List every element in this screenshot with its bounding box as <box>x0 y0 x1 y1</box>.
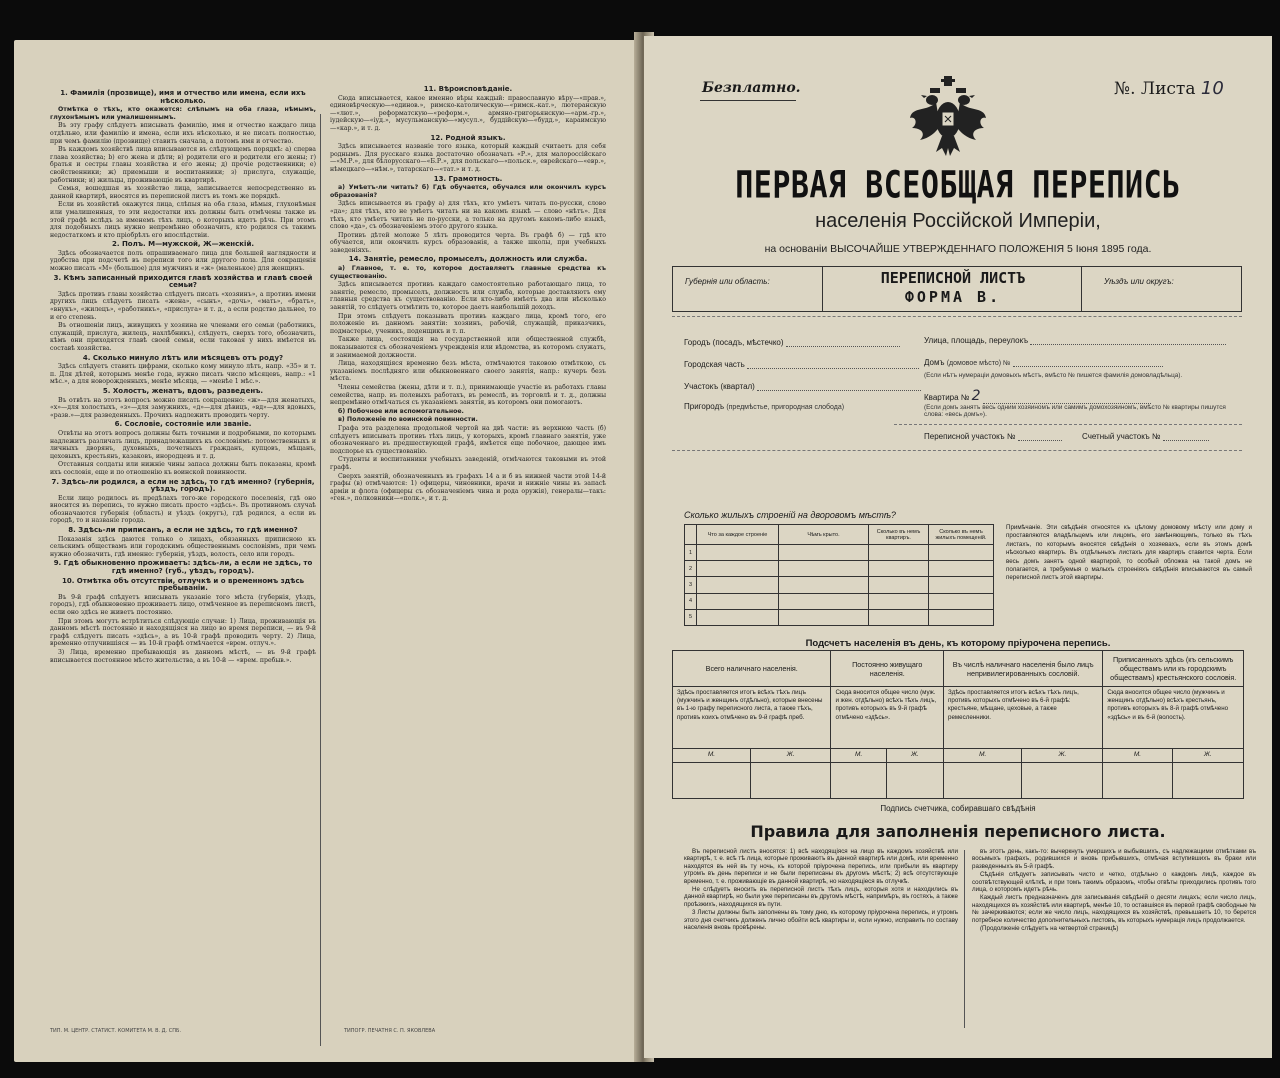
prigorod-note: (предмѣстье, пригородная слобода) <box>726 404 845 411</box>
section-heading: 14. Занятіе, ремесло, промыселъ, должность или служба. <box>348 255 588 264</box>
form-title-cell <box>823 269 1083 307</box>
row-number: 3 <box>685 577 697 593</box>
section-heading: 4. Сколько минуло лѣтъ или мѣсяцевъ отъ роду? <box>82 353 284 362</box>
section-heading: 8. Здѣсь-ли приписанъ, а если не здѣсь, то гдѣ именно? <box>68 526 298 535</box>
field-separator <box>672 450 1242 451</box>
num-header <box>685 525 697 545</box>
rules-paragraph: Каждый листъ предназначенъ для записыванія свѣдѣній о десяти лицахъ; если число лицъ, находящихся въ хозяйствѣ или квартирѣ, менѣе 10, то оставшіяся въ первой графѣ свободные №№ зачеркиваются; если же число лицъ, находящихся въ хозяйствѣ, превышаетъ 10, то берется потребное количество дополнительныхъ листовъ, въ которыхъ нумерація лицъ продолжается. <box>972 894 1256 924</box>
dom-explanation: (Если нѣтъ нумераціи домовыхъ мѣстъ, вмѣсто № пишется фамилія домовладѣльца). <box>924 372 1183 379</box>
building-cell <box>929 577 994 593</box>
building-cell <box>697 609 779 625</box>
male-label: М. <box>944 749 1022 763</box>
building-cell <box>869 609 929 625</box>
rules-paragraph: (Продолженіе слѣдуетъ на четвертой страницѣ) <box>980 925 1119 933</box>
building-cell <box>869 593 929 609</box>
uezd-cell: Уѣздъ или округъ: <box>1081 267 1241 311</box>
perepisnoy-label: Переписной участокъ № <box>924 432 1016 441</box>
paragraph: При этомъ слѣдуетъ показывать противъ каждаго лица, кромѣ того, его положеніе въ данномъ занятіи: хозяинъ, рабочій, служащій, приказчикъ, подмастерье, ученикъ, поденщикъ и т. п. <box>330 312 606 335</box>
kvartira-handwritten: 2 <box>971 388 981 404</box>
paragraph: Отмѣтка о тѣхъ, кто окажется: слѣпымъ на оба глаза, нѣмымъ, глухонѣмымъ или умалишеннымъ. <box>50 106 316 121</box>
uchastok-label: Участокъ (квартал) <box>684 382 755 391</box>
sheet-number-handwritten: 10 <box>1200 78 1224 99</box>
paragraph: Лица, находящіяся временно безъ мѣста, отмѣчаются таковою отмѣткою, съ указаніемъ послѣдняго или обыкновеннаго своего занятія, напр.: кучеръ безъ мѣста. <box>330 360 606 383</box>
paragraph: Также лица, состоящія на государственной или общественной службѣ, показываются съ обозначеніемъ учрежденія или вѣдомства, въ которомъ служатъ, и занимаемой должности. <box>330 336 606 359</box>
apartments-header: Сколько въ немъ квартиръ. <box>869 525 929 545</box>
building-cell <box>869 545 929 561</box>
sheet-number <box>1114 78 1224 99</box>
header-box <box>672 266 1242 312</box>
paragraph: Семья, вошедшая въ хозяйство лица, записывается непосредственно въ данной квартирѣ, вносятся въ переписной листъ въ томъ же порядкѣ. <box>50 185 316 200</box>
free-label: Безплатно. <box>702 80 801 96</box>
paragraph: Противъ дѣтей моложе 5 лѣтъ проводится черта. Въ графѣ б) — гдѣ кто обучается, или окончилъ курсъ образованія, а также школы, при учебныхъ заведеніяхъ. <box>330 231 606 254</box>
building-cell <box>929 609 994 625</box>
kvartira-label: Квартира № <box>924 393 970 402</box>
row-number: 5 <box>685 609 697 625</box>
building-cell <box>929 593 994 609</box>
row-number: 2 <box>685 561 697 577</box>
paragraph: Графа эта разделена продольной чертой на двѣ части: въ верхнюю часть (б) слѣдуетъ вписывать противъ тѣхъ лицъ, у которыхъ, кромѣ главнаго занятія, уже обозначеннаго въ предшествующей графѣ, имѣется еще побочное, дающее имъ подспорье къ существованію. <box>330 424 606 455</box>
table-row <box>685 545 994 561</box>
paragraph: Въ отношеніи лицъ, живущихъ у хозяина не членами его семьи (работникъ, служащій, прислуга, жилецъ, нахлѣбникъ), слѣдуетъ, сверхъ того, обозначить, кѣмъ они приходятся главѣ своей семьи, если таковая у нихъ имѣется въ составѣ хозяйства. <box>50 322 316 352</box>
buildings-table <box>684 524 994 626</box>
paragraph: Здѣсь вписывается въ графу а) для тѣхъ, кто умѣетъ читать по-русски, слово «да»; для тѣхъ, кто не умѣетъ читать ни на какомъ языкѣ — слово «нѣтъ». Для тѣхъ, кто умѣетъ читать не по-русски, а только на другомъ какомъ-либо языкѣ, слово «да», съ обозначеніемъ этого другого языка. <box>330 200 606 231</box>
dom-label: Домъ <box>924 358 945 367</box>
rules-paragraph: Не слѣдуетъ вносить въ переписной листъ тѣхъ лицъ, которыя хотя и находились въ данной квартирѣ, но были уже переписаны въ другомъ мѣстѣ, напримѣръ, въ гостяхъ, а также проѣзжихъ, находящихся въ пути. <box>684 886 958 908</box>
paragraph: в) Положеніе по воинской повинности. <box>338 416 478 424</box>
field-separator <box>672 316 1242 317</box>
pop-header-nonprivileged: Въ числѣ наличнаго населенія было лицъ непривилегированныхъ сословій. <box>944 651 1103 687</box>
paragraph: б) Побочное или вспомогательное. <box>338 407 464 415</box>
left-page <box>14 40 640 1062</box>
printer-imprint-right: ТИПОГР. ПЕЧАТНЯ С. П. ЯКОВЛЕВА <box>344 1028 436 1034</box>
pop-header-permanent: Постоянно живущаго населенія. <box>831 651 944 687</box>
paragraph: Въ эту графу слѣдуетъ вписывать фамилію, имя и отчество каждаго лица отдѣльно, или фамилію и имена, если ихъ нѣсколько, и не писать полностью, при чемъ фамилію (прозвище) ставить сначала, а потомъ имя и отчество. <box>50 122 316 145</box>
rules-paragraph: въ этотъ день, какъ-то: вычеркнуть умершихъ и выбывшихъ, съ надлежащими отмѣтками въ восьмыхъ графахъ, родившихся и вновь прибывшихъ, отмѣчая вступившихъ въ браки или разведенныхъ въ 5-й графѣ. <box>972 848 1256 870</box>
paragraph: Члены семейства (жены, дѣти и т. п.), принимающіе участіе въ работахъ главы семейства, напр. въ полевыхъ работахъ, въ ремеслѣ, въ торговлѣ и т. д., должны непремѣнно отмѣчаться съ указаніемъ занятія, въ которомъ они помогаютъ. <box>330 383 606 407</box>
building-cell <box>697 593 779 609</box>
rules-paragraph: 3 Листы должны быть заполнены въ тому дню, къ которому пріурочена перепись, и утромъ этого дня счетчикъ долженъ лично обойти всѣ квартиры и, если нужно, исправить по составу населенія вновь провѣрены. <box>684 909 958 932</box>
female-label: Ж. <box>1172 749 1244 763</box>
schetny-label: Счетный участокъ № <box>1082 432 1161 441</box>
paragraph: Здѣсь противъ главы хозяйства слѣдуетъ писать «хозяинъ», а противъ имени другихъ лицъ слѣдуетъ писать «жена», «сынъ», «дочь», «мать», «братъ», «внукъ», «жилецъ», «работникъ», «прислуга» и т. д., а если родство дальнее, то и его степень. <box>50 290 316 321</box>
pop-desc-nonprivileged: Здѣсь проставляется итогъ всѣхъ тѣхъ лицъ, противъ которыхъ отмѣчено въ 6-й графѣ: крестьяне, мѣщане, цеховые, а также ремесленники. <box>944 687 1103 749</box>
paragraph: Въ каждомъ хозяйствѣ лица вписываются въ слѣдующемъ порядкѣ: а) сперва глава хозяйства; b) его жена и дѣти; в) родители его и родители его жены; г) братья и сестры главы хозяйства и его жены; д) прочіе родственники; е) свойственники; ж) приемыши и воспитанники; з) прислуга, служащіе, работники; и) жильцы, проживающіе въ квартирѣ. <box>50 146 316 184</box>
kvartira-field <box>924 388 1151 404</box>
paragraph: Отвѣты на этотъ вопросъ должны быть точными и подробными, по которымъ надлежитъ различать лицъ, принадлежащихъ къ сословіямъ: потомственныхъ и личныхъ дворянъ, духовныхъ, почетныхъ гражданъ, купцовъ, мѣщанъ, цеховыхъ, крестьянъ, казаковъ, инородцевъ и т. д. <box>50 429 316 460</box>
table-row <box>685 609 994 625</box>
dom-field <box>924 358 1163 367</box>
rules-divider <box>964 850 965 1028</box>
gorod-label: Городъ (посадъ, мѣстечко) <box>684 338 784 347</box>
row-number: 1 <box>685 545 697 561</box>
ulica-label: Улица, площадь, переулокъ <box>924 336 1029 345</box>
instructions-column-2 <box>330 84 606 504</box>
pop-value-cell <box>1103 763 1172 799</box>
section-heading: 5. Холостъ, женатъ, вдовъ, разведенъ. <box>102 386 264 395</box>
rules-paragraph: Сѣдѣнія слѣдуетъ записывать чисто и четко, отдѣльно о каждомъ лицѣ, каждое въ соотвѣтствующей клѣткѣ, и при томъ такимъ образомъ, чтобы отвѣты приходились противъ того лица, о которомъ идетъ рѣчь. <box>972 871 1256 894</box>
chast-label: Городская часть <box>684 360 745 369</box>
roof-header: Чѣмъ крыто. <box>779 525 869 545</box>
building-cell <box>779 609 869 625</box>
table-row <box>685 561 994 577</box>
pop-value-cell <box>1172 763 1244 799</box>
section-heading: 2. Полъ. М—мужской, Ж—женскій. <box>111 240 255 249</box>
building-cell <box>779 577 869 593</box>
building-cell <box>779 561 869 577</box>
legal-basis: на основаніи ВЫСОЧАЙШЕ УТВЕРЖДЕННАГО ПОЛОЖЕНІЯ 5 Іюня 1895 года. <box>764 243 1152 255</box>
female-label: Ж. <box>1022 749 1103 763</box>
pop-value-cell <box>673 763 751 799</box>
table-row <box>685 577 994 593</box>
paragraph: Въ 9-й графѣ слѣдуетъ вписывать указаніе того мѣста (губернія, уѣздъ, городъ), гдѣ обыкновенно проживаетъ лицо, отмѣченное въ переписномъ листѣ, если оно здѣсь не живетъ постоянно. <box>50 593 316 616</box>
page-subtitle: населенія Россійской Имперіи, <box>815 210 1101 232</box>
paragraph: а) Главное, т. е. то, которое доставляетъ главные средства къ существованію. <box>330 265 606 280</box>
section-heading: 7. Здѣсь-ли родился, а если не здѣсь, то гдѣ именно? (губернія, уѣздъ, городъ). <box>51 477 315 494</box>
section-heading: 12. Родной языкъ. <box>430 133 506 142</box>
section-heading: 1. Фамилія (прозвище), имя и отчество или имена, если ихъ нѣсколько. <box>60 89 306 105</box>
paragraph: Отставныя солдаты или нижніе чины запаса должны быть показаны, кромѣ ихъ сословія, еще и по отношенію къ воинской повинности. <box>50 461 316 476</box>
building-cell <box>929 545 994 561</box>
right-page <box>644 36 1272 1058</box>
prigorod-field <box>684 402 844 411</box>
page-title: ПЕРВАЯ ВСЕОБЩАЯ ПЕРЕПИСЬ <box>735 163 1181 208</box>
paragraph: Если лицо родилось въ предѣлахъ того-же городского поселенія, гдѣ оно вносится въ перепись, то нужно писать просто «здѣсь». Въ противномъ случаѣ обозначаются губернія (область) и уѣздъ (округъ), гдѣ родился, а если въ городѣ, то и названіе города. <box>50 494 316 525</box>
building-cell <box>869 577 929 593</box>
building-cell <box>697 545 779 561</box>
buildings-question: Сколько жилыхъ строеній на дворовомъ мѣстѣ? <box>684 510 896 520</box>
paragraph: Здѣсь обозначается полъ опрашиваемаго лица для большей наглядности и удобства при подсчетѣ въ переписи того или другого пола. Для сокращенія можно писать «М» (большое) для мужчинъ и «ж» (маленькое) для женщинъ. <box>50 249 316 273</box>
free-underline <box>700 100 796 101</box>
female-label: Ж. <box>750 749 831 763</box>
building-cell <box>697 561 779 577</box>
building-type-header: Что за каждое строеніе <box>697 525 779 545</box>
paragraph: Если въ хозяйствѣ окажутся лица, слѣпыя на оба глаза, нѣмыя, глухонѣмыя или умалишенныя, то эти недостатки ихъ должны быть отмѣчены также въ этой графѣ вслѣдъ за именемъ тѣхъ лицъ, о которыхъ идетъ рѣчь. При этомъ для подобныхъ лицъ нужно непремѣнно обозначить, кто родился съ такимъ недостаткомъ и кто пріобрѣлъ его впослѣдствіи. <box>50 201 316 239</box>
pop-desc-permanent: Сюда вносится общее число (муж. и жен. отдѣльно) всѣхъ тѣхъ лицъ, противъ которыхъ въ 9-й графѣ отмѣчено «здѣсь». <box>831 687 944 749</box>
field-separator <box>894 424 1242 425</box>
rules-paragraph: Въ переписной листъ вносятся: 1) всѣ находящіяся на лицо въ каждомъ хозяйствѣ или квартирѣ, т. е. всѣ тѣ лица, которые проживаютъ въ данной квартирѣ или домѣ, или временно находятся въ ней въ ту ночь, къ которой пріурочена перепись, или прибыли въ квартиру утромъ въ день переписи и не были переписаны въ другомъ мѣстѣ; 2) всѣ отсутствующіе временно, т. е. проживающіе въ данной квартирѣ, но находящіеся въ отлучкѣ. <box>684 848 958 885</box>
pop-value-cell <box>750 763 831 799</box>
male-label: М. <box>1103 749 1172 763</box>
paragraph: Студенты и воспитанники учебныхъ заведеній, отмѣчаются таковыми въ этой графѣ. <box>330 456 606 471</box>
instructions-column-1 <box>50 88 316 665</box>
pop-value-cell <box>886 763 943 799</box>
sheet-number-label: №. Листа <box>1114 79 1196 99</box>
paragraph: Здѣсь вписывается противъ каждаго самостоятельно работающаго лица, то занятіе, ремесло, промыселъ, должность или служба, которые доставляютъ ему главныя средства къ существованію. Если кто-либо имѣетъ два или нѣсколько занятій, то слѣдуетъ отмѣтить то, которое даетъ наибольшій доходъ. <box>330 281 606 312</box>
ulica-field <box>924 336 1226 345</box>
paragraph: Въ отвѣтъ на этотъ вопросъ можно писать сокращенно: «ж»—для женатыхъ, «х»—для холостыхъ, «з»—для замужнихъ, «д»—для дѣвицъ, «вд»—для вдовыхъ, «разв.»—для разведенныхъ. Прочихъ надлежитъ проводить черту. <box>50 396 316 419</box>
pop-desc-peasants: Сюда вносится общее число (мужчинъ и женщинъ отдѣльно) всѣхъ крестьянъ, противъ которыхъ въ 8-й графѣ отмѣчено «здѣсь» и въ 6-й (волость). <box>1103 687 1244 749</box>
building-cell <box>697 577 779 593</box>
building-cell <box>779 593 869 609</box>
population-count-title: Подсчетъ населенія въ день, къ которому пріурочена перепись. <box>805 638 1111 649</box>
gorod-field <box>684 338 900 347</box>
pop-header-total: Всего наличнаго населенія. <box>673 651 831 687</box>
section-heading: 11. Вѣроисповѣданіе. <box>423 85 513 93</box>
prigorod-label: Пригородъ <box>684 402 725 411</box>
building-cell <box>779 545 869 561</box>
pop-value-cell <box>1022 763 1103 799</box>
pop-value-cell <box>831 763 886 799</box>
table-row <box>685 593 994 609</box>
paragraph: Здѣсь вписывается названіе того языка, который каждый считаетъ для себя роднымъ. Для русскаго языка достаточно обозначать «Р.», для малороссійскаго—«М.Р.», для бѣлорусскаго—«Б.Р.», для польскаго—«польск.», еврейскаго—«евр.», нѣмецкаго—«нѣм.», татарскаго—«тат.» и т. д. <box>330 143 606 173</box>
pop-desc-total: Здѣсь проставляется итогъ всѣхъ тѣхъ лицъ (мужчинъ и женщинъ отдѣльно), которые внесены въ 1-ю графу переписного листа, а также тѣхъ, противъ коихъ отмѣчено въ 9-й графѣ преб. <box>673 687 831 749</box>
rules-title: Правила для заполненія переписного листа. <box>750 822 1166 841</box>
double-headed-eagle-icon <box>908 72 988 160</box>
paragraph: Сверхъ занятій, обозначенныхъ въ графахъ 14 а и б въ нижней части этой 14-й графы (в) отмѣчаются: 1) офицеры, чиновники, врачи и нижніе чины въ запасѣ арміи и флота (офицеры съ обозначеніемъ чина и рода оружія), генералы—такъ: «ген.», полковники—«полк.», и т. д. <box>330 472 606 503</box>
section-heading: 3. Кѣмъ записанный приходится главѣ хозяйства и главѣ своей семьи? <box>53 273 313 290</box>
pop-header-peasants: Приписанныхъ здѣсь (къ сельскимъ обществамъ или къ городскимъ обществамъ) крестьянского сословія. <box>1103 651 1244 687</box>
pop-value-cell <box>944 763 1022 799</box>
chast-field <box>684 360 919 369</box>
gubernia-cell: Губернія или область: <box>673 267 823 311</box>
male-label: М. <box>673 749 751 763</box>
paragraph: Показанія здѣсь даются только о лицахъ, обязанныхъ приписною къ сельскимъ обществамъ или городскимъ общественнымъ сословіямъ, при чемъ нужно обозначить, гдѣ именно: губернія, уѣздъ, волость, село или городъ. <box>50 535 316 558</box>
schetny-field <box>1082 432 1209 441</box>
sheet-name: ПЕРЕПИСНОЙ ЛИСТЪ <box>880 269 1026 287</box>
section-heading: 10. Отмѣтка объ отсутствіи, отлучкѣ и о временномъ здѣсь пребываніи. <box>61 576 305 593</box>
rules-column-1 <box>684 848 958 932</box>
kvartira-explanation: (Если домъ занятъ весь одним хозяиномъ или самимъ домохозяиномъ, вмѣсто № квартиры пишутся слова: «весь домъ»). <box>924 404 1226 418</box>
row-number: 4 <box>685 593 697 609</box>
paragraph: а) Умѣетъ-ли читать? б) Гдѣ обучается, обучался или окончилъ курсъ образованія? <box>330 184 606 199</box>
building-cell <box>929 561 994 577</box>
form-name: ФОРМА В. <box>904 288 1002 306</box>
section-heading: 13. Грамотность. <box>433 174 503 183</box>
living-rooms-header: Сколько въ немъ жилыхъ помещеній. <box>929 525 994 545</box>
printer-imprint-left: ТИП. М. ЦЕНТР. СТАТИСТ. КОМИТЕТА М. В. Д. СПБ. <box>50 1028 182 1034</box>
census-spread <box>14 22 1272 1062</box>
building-cell <box>869 561 929 577</box>
population-table <box>672 650 1244 799</box>
rules-column-2 <box>972 848 1256 933</box>
paragraph: 3) Лица, временно пребывающія въ данномъ мѣстѣ, — въ 9-й графѣ вписывается постоянное мѣсто жительства, а въ 10-й — «врем. пребыв.». <box>50 648 316 664</box>
enumerator-signature: Подпись счетчика, собиравшаго свѣдѣнія <box>880 804 1036 813</box>
dom-note: (домовое мѣсто) № <box>946 360 1011 367</box>
section-heading: 6. Сословіе, состояніе или званіе. <box>114 420 252 429</box>
perepisnoy-field <box>924 432 1062 441</box>
buildings-note: Примѣчаніе. Эти свѣдѣнія относятся къ цѣлому домовому мѣсту или дому и проставляются владѣльцемъ или лицомъ, его замѣняющимъ, только въ тѣхъ листахъ, по которымъ вносятся свѣдѣнія о хозяевахъ, если въ этомъ домѣ нѣсколько квартиръ. Въ отдѣльныхъ листахъ для квартиръ ставится черта. Если весь домъ занятъ одной квартирой, то особый обложка на такой домъ не полагается, а требуемыя о малыхъ строеніяхъ свѣдѣнія вписываются въ самый переписной листъ этой квартиры. <box>1006 524 1252 582</box>
paragraph: При этомъ могутъ встрѣтиться слѣдующіе случаи: 1) Лица, проживающія въ данномъ мѣстѣ постоянно и находящіяся на лицо во время переписи, — въ 9-й графѣ слѣдуетъ писать «здѣсь», а въ 10-й графѣ проводить черту. 2) Лица, временно отлучившіяся — въ 10-й графѣ отмѣчается «врем. отлуч.». <box>50 617 316 648</box>
paragraph: Сюда вписывается, какое именно вѣры каждый: православную вѣру—«прав.», единовѣрческую—«единов.», римско-католическую—«римск.-кат.», лютеранскую—«лют.», реформатскую—«реформ.», армяно-григорьянскую—«арм.-гр.», іудейскую—«іуд.», мусульманскую—«мусул.», буддійскую—«будд.», караимскую—«кар.», и т. д. <box>330 94 606 132</box>
paragraph: Здѣсь слѣдуетъ ставить цифрами, сколько кому минуло лѣтъ, напр. «35» и т. п. Для дѣтей, которымъ менѣе года, нужно писать число мѣсяцевъ, напр.: «1 мѣс.», а для новорожденныхъ, менѣе мѣсяца, — «менѣе 1 мѣс.». <box>50 363 316 386</box>
section-heading: 9. Гдѣ обыкновенно проживаетъ: здѣсь-ли, а если не здѣсь, то гдѣ именно? (губ., уѣздъ, городъ). <box>53 559 313 576</box>
female-label: Ж. <box>886 749 943 763</box>
uchastok-field <box>684 382 921 391</box>
column-divider <box>320 114 321 1046</box>
male-label: М. <box>831 749 886 763</box>
